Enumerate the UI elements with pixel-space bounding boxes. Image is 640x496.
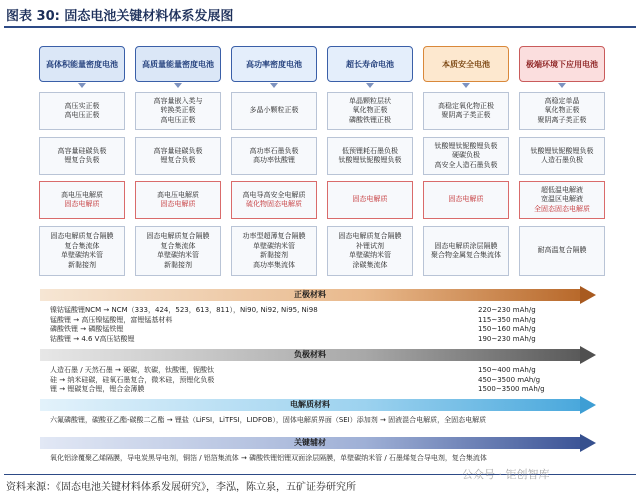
band-arrow-1 — [40, 286, 596, 304]
cell-line: 钛酸锂钛铌酸锂负极 — [434, 141, 498, 150]
band-row-capacity: 150~400 mAh/g — [478, 366, 536, 374]
cell-line: 单壁碳纳米管 — [157, 251, 199, 259]
cell-line: 多晶小颗粒正极 — [249, 106, 299, 115]
column-2 — [135, 46, 221, 88]
cell-line: 涂碳集流体 — [352, 260, 388, 269]
column-title: 极端环境下应用电池 — [519, 46, 605, 82]
cell-line: 硬碳负极 — [452, 151, 480, 160]
material-cell — [519, 137, 605, 175]
cell-line: 氧化物正极 — [544, 106, 580, 115]
band-label: 负极材料 — [294, 350, 326, 359]
material-cell — [327, 92, 413, 130]
cell-line: 高安全人造石墨负极 — [434, 160, 498, 169]
band-label: 电解质材料 — [290, 400, 330, 409]
column-title: 高质量能量密度电池 — [135, 46, 221, 82]
column-title: 本质安全电池 — [423, 46, 509, 82]
cell-line: 复合集流体 — [160, 241, 196, 250]
material-cell — [231, 181, 317, 219]
column-title: 超长寿命电池 — [327, 46, 413, 82]
cell-line: 超低温电解液 — [541, 185, 583, 194]
cell-line: 新黏接剂 — [260, 251, 288, 259]
band-row-text: 锰酸锂 → 高压镍锰酸锂，富锂锰基材料 — [50, 315, 173, 324]
band-arrow-4 — [40, 434, 596, 452]
down-arrow-icon — [174, 83, 182, 88]
cell-line: 高电压正极 — [64, 111, 100, 119]
cell-line-highlight: 固态电解质 — [352, 195, 388, 204]
band-row-text: 六氟磷酸锂，碳酸亚乙酯-碳酸二乙酯 → 锂盐（LiFSI，LiTFSI，LIDFOB），固体电解质界面（SEI）添加剂 → 固液混合电解质，全固态电解质 — [50, 416, 487, 424]
material-cell — [135, 92, 221, 130]
column-1 — [39, 46, 125, 88]
band-row-text: 氧化铝涂覆聚乙烯隔膜，导电炭黑导电剂，铜箔 / 铝箔集流体 → 磷酸铁锂铝锂双面涂层隔膜，单壁碳纳米管 / 石墨烯复合导电剂，复合集流体 — [50, 454, 487, 462]
column-3 — [231, 46, 317, 88]
cell-line: 宽温区电解液 — [541, 195, 583, 204]
cell-line: 固态电解质涂层隔膜 — [434, 241, 498, 250]
material-cell — [231, 137, 317, 175]
cell-line: 人造石墨负极 — [541, 156, 583, 164]
column-title: 高体积能量密度电池 — [39, 46, 125, 82]
material-cell — [327, 226, 413, 276]
cell-line: 固态电解质复合隔膜 — [50, 232, 114, 240]
material-cell — [135, 181, 221, 219]
down-arrow-icon — [78, 83, 86, 88]
down-arrow-icon — [270, 83, 278, 88]
material-cell — [327, 137, 413, 175]
band-row-text: 锂 → 锂碳复合锂，锂合金薄膜 — [50, 385, 145, 394]
material-cell — [39, 181, 125, 219]
column-5 — [423, 46, 509, 88]
material-cell — [519, 226, 605, 276]
band-row-text: 钴酸锂 → 4.6 V高压钴酸锂 — [50, 334, 135, 343]
cell-line: 高容量硅碳负极 — [57, 146, 107, 155]
watermark: 公众号 · 钜创智库 — [462, 468, 550, 481]
cell-line: 单壁碳纳米管 — [253, 241, 295, 250]
cell-line: 新黏接剂 — [68, 260, 96, 269]
material-cell — [135, 226, 221, 276]
material-cell — [327, 181, 413, 219]
cell-line: 高稳定单晶 — [544, 96, 580, 105]
cell-line: 高稳定氧化物正极 — [438, 101, 494, 110]
cell-line: 补锂试剂 — [356, 241, 384, 250]
band-row-text: 磷酸铁锂 → 磷酸锰铁锂 — [50, 325, 124, 334]
column-title: 高功率密度电池 — [231, 46, 317, 82]
cell-line: 固态电解质复合隔膜 — [146, 232, 210, 240]
column-6 — [519, 46, 605, 88]
cell-line: 钛酸锂钛铌酸锂负极 — [530, 146, 594, 155]
cell-line: 低预锂耗石墨负极 — [342, 146, 398, 155]
cell-line: 锂复合负极 — [64, 156, 100, 164]
header-rule — [4, 26, 636, 28]
band-row-text: 硅 → 纳米硅碳，硅氧石墨复合，微米硅，预锂化负极 — [50, 375, 215, 384]
source-note: 资料来源：《固态电池关键材料体系发展研究》，李泓，陈立泉，五矿证券研究所 — [6, 482, 356, 493]
cell-line: 高电压电解质 — [157, 190, 199, 199]
cell-line: 固态电解质复合隔膜 — [338, 232, 402, 240]
column-4 — [327, 46, 413, 88]
cell-line: 单壁碳纳米管 — [349, 251, 391, 259]
cell-line-highlight: 全固态固态电解质 — [534, 204, 590, 213]
cell-line: 复合集流体 — [64, 241, 100, 250]
material-cell — [231, 226, 317, 276]
arrow-head-icon — [580, 346, 596, 364]
material-cell — [519, 181, 605, 219]
band-arrow-2 — [40, 346, 596, 364]
material-cell — [135, 137, 221, 175]
band-row-capacity: 190~230 mAh/g — [478, 334, 536, 343]
cell-line: 聚合物金属复合集流体 — [431, 251, 501, 259]
band-row-capacity: 220~230 mAh/g — [478, 306, 536, 314]
down-arrow-icon — [558, 83, 566, 88]
arrow-head-icon — [580, 286, 596, 304]
cell-line: 高电导高安全电解质 — [242, 190, 306, 199]
cell-line: 聚阴离子类正极 — [441, 111, 491, 119]
down-arrow-icon — [462, 83, 470, 88]
cell-line: 锂复合负极 — [160, 156, 196, 164]
band-row-capacity: 150~160 mAh/g — [478, 325, 536, 334]
material-cell — [423, 92, 509, 130]
arrow-head-icon — [580, 434, 596, 452]
material-cell — [39, 92, 125, 130]
cell-line: 钛酸锂钛铌酸锂负极 — [338, 156, 402, 164]
material-cell — [423, 137, 509, 175]
material-cell — [423, 226, 509, 276]
band-row-capacity: 450~3500 mAh/g — [478, 375, 541, 384]
band-row-text: 镍钴锰酸锂NCM → NCM（333，424，523，613，811），Ni90, Ni92, Ni95, Ni98 — [50, 306, 318, 314]
down-arrow-icon — [366, 83, 374, 88]
cell-line: 高功率集流体 — [253, 260, 295, 269]
band-arrow-3 — [40, 396, 596, 414]
cell-line: 磷酸铁锂正极 — [349, 115, 391, 124]
cell-line-highlight: 硫化物固态电解质 — [246, 200, 302, 208]
cell-line: 高压实正极 — [64, 101, 100, 110]
cell-line: 高电压正极 — [160, 115, 196, 124]
band-label: 关键辅材 — [294, 438, 326, 447]
cell-line: 高功率石墨负极 — [249, 146, 299, 155]
material-cell — [39, 226, 125, 276]
material-cell — [231, 92, 317, 130]
cell-line: 单晶颗粒层状 — [349, 96, 391, 105]
cell-line: 高容量硅碳负极 — [153, 146, 203, 155]
band-row-text: 人造石墨 / 天然石墨 → 硬碳，软碳，钛酸锂，铌酸钛 — [50, 366, 215, 374]
band-row-capacity: 115~350 mAh/g — [478, 315, 536, 324]
cell-line: 转换类正极 — [160, 106, 196, 115]
arrow-head-icon — [580, 396, 596, 414]
band-row-capacity: 1500~3500 mAh/g — [478, 385, 545, 394]
material-cell — [423, 181, 509, 219]
cell-line: 耐高温复合隔膜 — [537, 246, 587, 255]
cell-line-highlight: 固态电解质 — [160, 200, 196, 208]
cell-line: 氧化物正极 — [352, 106, 388, 115]
material-cell — [39, 137, 125, 175]
band-label: 正极材料 — [294, 290, 326, 299]
figure-header — [0, 0, 640, 30]
cell-line: 单壁碳纳米管 — [61, 251, 103, 259]
cell-line: 功率型超薄复合隔膜 — [242, 232, 306, 240]
figure-title: 图表 30: 固态电池关键材料体系发展图 — [6, 9, 234, 24]
cell-line: 高容量嵌入类与 — [153, 96, 203, 105]
cell-line: 新黏接剂 — [164, 260, 192, 269]
material-cell — [519, 92, 605, 130]
cell-line: 高电压电解质 — [61, 190, 103, 199]
cell-line-highlight: 固态电解质 — [64, 200, 100, 208]
cell-line: 聚阴离子类正极 — [537, 115, 587, 124]
cell-line: 高功率钛酸锂 — [253, 156, 295, 164]
cell-line-highlight: 固态电解质 — [448, 195, 484, 204]
